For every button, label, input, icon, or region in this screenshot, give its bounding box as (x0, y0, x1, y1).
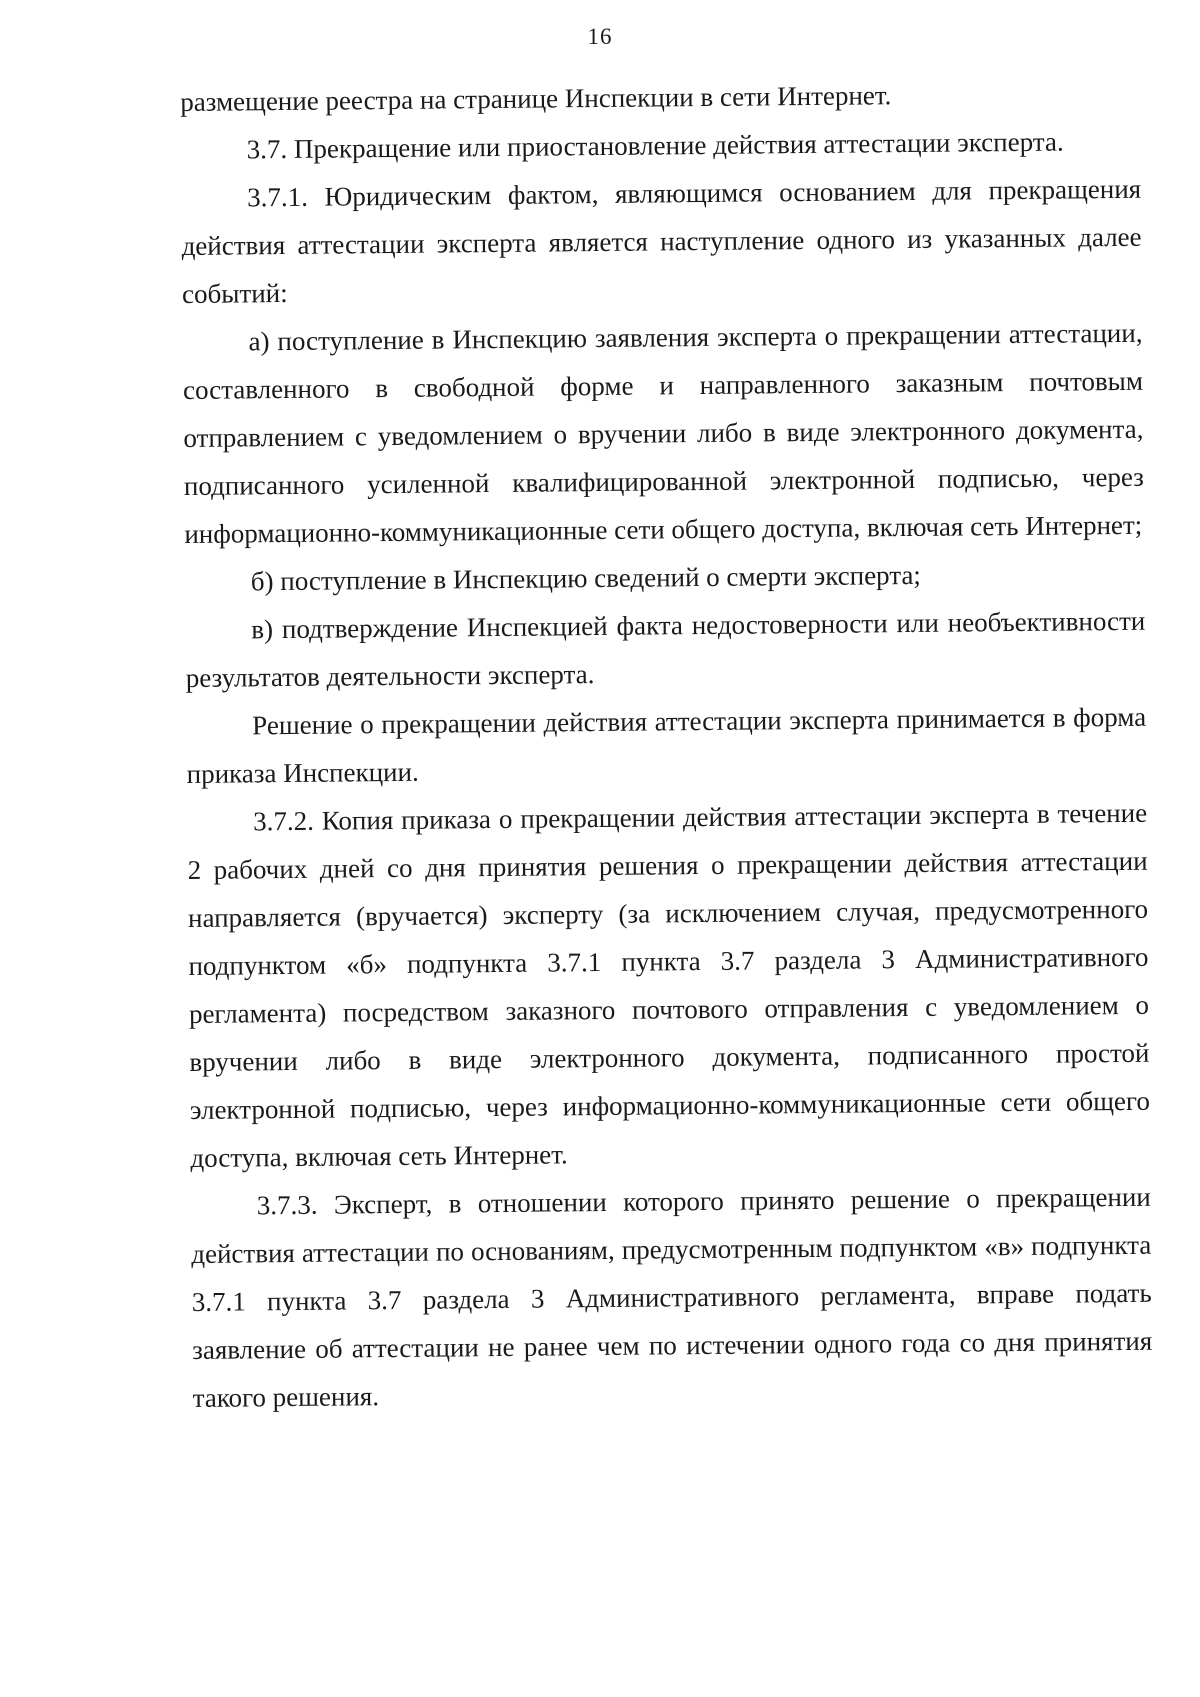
paragraph-3-7-2: 3.7.2. Копия приказа о прекращении действия аттестации эксперта в течение 2 рабочих дней со дня принятия решения о прекращении действия аттестации направляется (вручается) эксперту (за исключением случая, предусмотренного подпунктом «б» подпункта 3.7.1 пункта 3.7 раздела 3 Административного регламента) посредством заказного почтового отправления с уведомлением о вручении либо в виде электронного документа, подписанного простой электронной подписью, через информационно-коммуникационные сети общего доступа, включая сеть Интернет. (187, 797, 1151, 1173)
paragraph-registry-publication: размещение реестра на странице Инспекции в сети Интернет. (180, 80, 892, 117)
page-number: 16 (587, 24, 613, 49)
section-heading-3-7: 3.7. Прекращение или приостановление действия аттестации эксперта. (246, 126, 1064, 165)
paragraph-decision: Решение о прекращении действия аттестации эксперта принимается в форма приказа Инспекции. (186, 701, 1147, 789)
paragraph-3-7-1: 3.7.1. Юридическим фактом, являющимся основанием для прекращения действия аттестации эксперта является наступление одного из указанных далее событий: (181, 173, 1142, 309)
paragraph-3-7-3: 3.7.3. Эксперт, в отношении которого принято решение о прекращении действия аттестации по основаниям, предусмотренным подпунктом «в» подпункта 3.7.1 пункта 3.7 раздела 3 Административного регламента, вправе подать заявление об аттестации не ранее чем по истечении одного года со дня принятия такого решения. (191, 1181, 1153, 1413)
document-body (180, 69, 1153, 1422)
list-item-v: в) подтверждение Инспекцией факта недостоверности или необъективности результатов деятельности эксперта. (185, 605, 1146, 693)
list-item-a: а) поступление в Инспекцию заявления эксперта о прекращении аттестации, составленного в свободной форме и направленного заказным почтовым отправлением с уведомлением о вручении либо в виде электронного документа, подписанного усиленной квалифицированной электронной подписью, через информационно-коммуникационные сети общего доступа, включая сеть Интернет; (182, 317, 1145, 549)
list-item-b: б) поступление в Инспекцию сведений о смерти эксперта; (250, 559, 921, 597)
